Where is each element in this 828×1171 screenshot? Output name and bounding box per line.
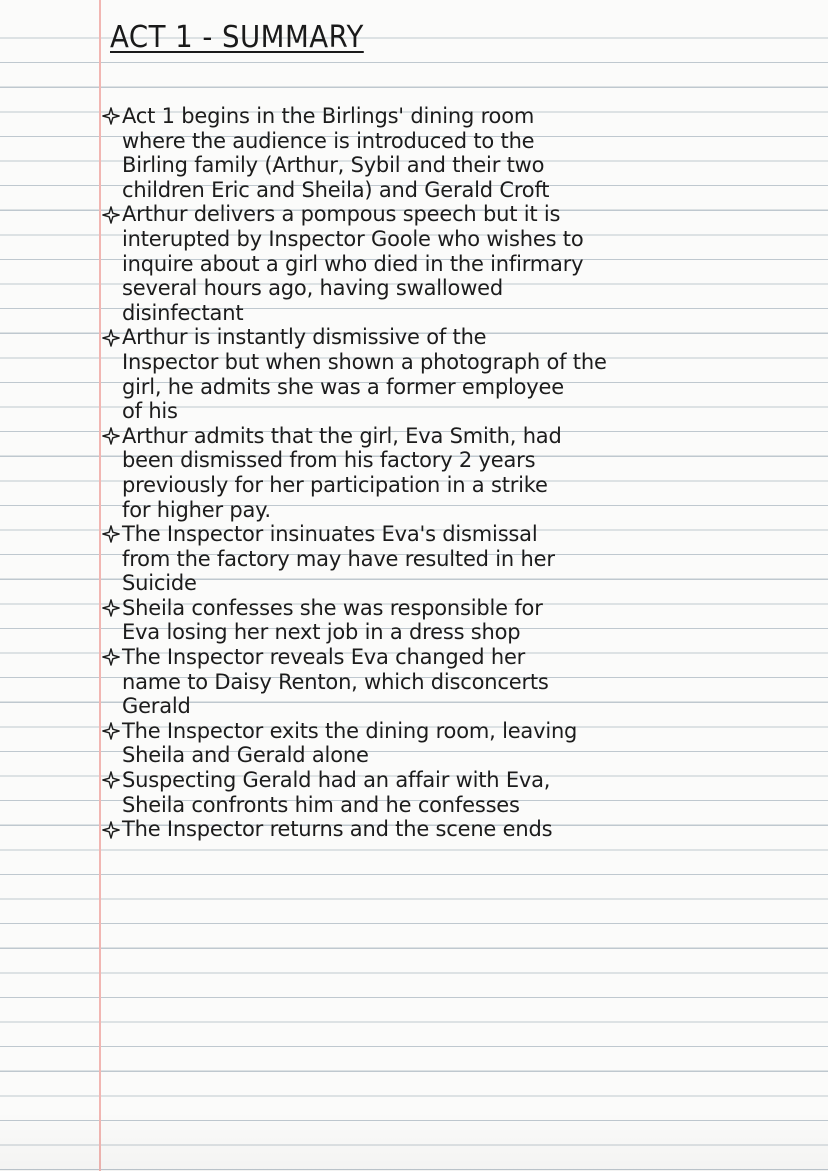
list-item [100,719,800,768]
note-line: inquire about a girl who died in the infirmary [122,251,584,276]
note-line: of his [122,399,178,424]
note-line: The Inspector reveals Eva changed her [122,645,526,670]
note-line: Suicide [122,571,197,596]
list-item [100,202,800,325]
note-line: children Eric and Sheila) and Gerald Croft [122,177,550,202]
note-line: Arthur admits that the girl, Eva Smith, had [122,423,562,448]
note-line: been dismissed from his factory 2 years [122,448,536,473]
four-point-star-icon [100,202,122,227]
note-line: from the factory may have resulted in her [122,546,555,571]
note-line: Sheila and Gerald alone [122,743,369,768]
four-point-star-icon [100,522,122,547]
note-line: for higher pay. [122,497,271,522]
four-point-star-icon [100,817,122,842]
note-line: The Inspector returns and the scene ends [122,817,553,842]
list-item [100,424,800,522]
list-item [100,325,800,423]
four-point-star-icon [100,104,122,129]
note-line: The Inspector insinuates Eva's dismissal [122,522,538,547]
note-line: Eva losing her next job in a dress shop [122,620,521,645]
note-line: girl, he admits she was a former employee [122,374,564,399]
four-point-star-icon [100,768,122,793]
note-line: Sheila confronts him and he confesses [122,792,520,817]
note-line: previously for her participation in a strike [122,472,548,497]
four-point-star-icon [100,596,122,621]
list-item [100,104,800,202]
list-item [100,522,800,596]
paper-shadow [0,1111,828,1171]
note-line: Suspecting Gerald had an affair with Eva, [122,768,551,793]
four-point-star-icon [100,645,122,670]
note-line: where the audience is introduced to the [122,128,535,153]
list-item [100,768,800,817]
note-line: name to Daisy Renton, which disconcerts [122,669,549,694]
note-line: Inspector but when shown a photograph of the [122,349,607,374]
four-point-star-icon [100,719,122,744]
note-line: Act 1 begins in the Birlings' dining room [122,104,535,128]
note-line: Arthur delivers a pompous speech but it is [122,202,561,227]
note-line: Arthur is instantly dismissive of the [122,325,487,350]
note-line: The Inspector exits the dining room, leaving [122,718,578,743]
list-item [100,596,800,645]
page-title: ACT 1 - SUMMARY [110,20,364,55]
four-point-star-icon [100,325,122,350]
note-line: disinfectant [122,300,244,325]
note-line: Sheila confesses she was responsible for [122,595,543,620]
list-item [100,817,800,842]
note-line: Gerald [122,694,191,719]
list-item [100,645,800,719]
four-point-star-icon [100,424,122,449]
note-line: several hours ago, having swallowed [122,276,504,301]
summary-list [100,104,800,842]
note-line: Birling family (Arthur, Sybil and their two [122,153,545,178]
note-line: interupted by Inspector Goole who wishes to [122,226,584,251]
